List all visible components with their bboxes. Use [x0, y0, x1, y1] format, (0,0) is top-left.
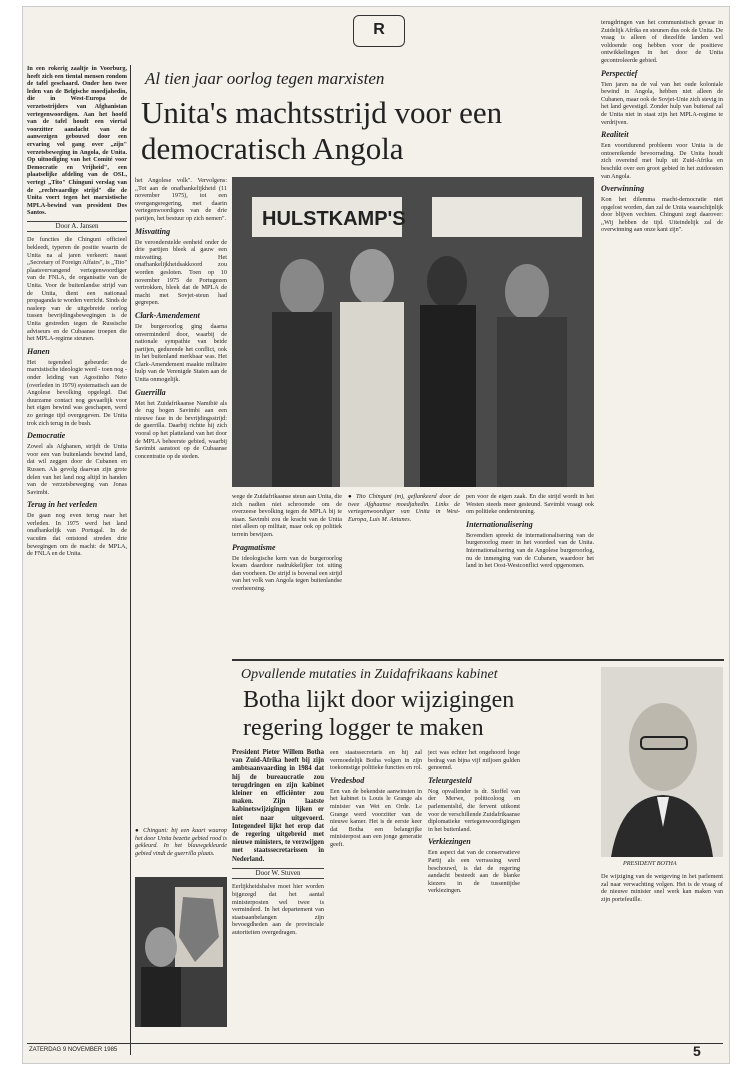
- teleurgesteld-text: Nog opvallender is dr. Stoffel van der Merwe, politicoloog en parlementslid, die fervent uitkomt voor de verschillende Zuidafrikaanse diplomatieke vertegenwoordigingen in het buitenland.: [428, 787, 520, 833]
- page-number: 5: [693, 1043, 701, 1059]
- botha-photo-caption: PRESIDENT BOTHA: [623, 860, 677, 867]
- clark-text: De burgeroorlog ging daarna onverminderd door, waarbij de nationale sympathie van beide partijen, gedurende het conflict, ook in het buitenland merkbaar was. Het Clark-Amendement maakte militaire hulp van de Verenigde Staten aan de Unita onmogelijk.: [135, 322, 227, 384]
- article2-column-1: [232, 749, 324, 1039]
- subhead-internationalisering: Internationalisering: [466, 519, 533, 529]
- article1-column-2: [135, 177, 227, 655]
- article1-left-text: De functies die Chinguni officieel bekleedt, typeren de positie waarin de Unita na al jaren verkeert: naast ,,Secretary of Foreign Affairs", is ,,Tito" plaatsvervangend vertegenwoordiger van de FNLA, de organisatie van de Unita. Voor de buitenlandse strijd van de Unita, dient een nationaal propaganda te worden verricht. Sinds de nasleep van de uitgebreide oorlog tussen bevrijdingsbewegingen is de Unita gestreden tegen de Russische adviseurs en de Cubaanse troepen die het MPLA-regime steunen.: [27, 236, 127, 343]
- article1-column-6: [601, 19, 723, 655]
- article2-col4-text: De wijziging van de wetgeving in het parlement zal naar verwachting volgen. Het is de vraag of de nieuwe minister snel werk kan maken van zijn portefeuille.: [601, 873, 723, 903]
- article2-col1-text: Eerlijkheidshalve moet hier worden bijgezegd dat het aantal ministerposten wel twee is verminderd. In het departement van staatsaanbelangen zijn bevoegdheden aan de provinciale autoriteiten overgedragen.: [232, 883, 324, 936]
- verkiezingen-text: Een aspect dat van de conservatieve Partij als een verrassing werd beschouwd, is dat de regering aandacht besteedt aan de blanke kiezers in de tussentijdse verkiezingen.: [428, 849, 520, 895]
- col4-text: pen voor de eigen zaak. En die strijd wordt in het Westen steeds meer gesteund. Savimbi vraagt ook om politieke ondersteuning.: [466, 493, 594, 516]
- photo-caption: ● Tito Chinguni (m), geflankeerd door de twee Afghaanse moedjahedin. Links de vertegenwoordiger van Unita in West-Europa, Luis M. Antunes.: [348, 493, 460, 523]
- column-divider: [130, 65, 131, 1055]
- hanen-text: Het tegendeel gebeurde: de marxistische ideologie werd - toen nog - onder leiding van Agostinho Neto (overleden in 1979) systematisch aan de Angolese bevolking opgelegd. Dat duurzame contact nog gevaarlijk voor het eigen bewind was geschapen, werd zo geringe tijd overgegeven. De Unita trok zich terug in de bush.: [27, 358, 127, 427]
- article1-column-1: [27, 65, 127, 1055]
- map-caption-text: ● Chinguni: bij een kaart waarop het door Unita bezette gebied rood is gekleurd. In het blauwgekleurde gebied vindt de guerrilla plaats.: [135, 827, 227, 857]
- article2-byline: Door W. Stuven: [232, 868, 324, 880]
- subhead-terug: Terug in het verleden: [27, 500, 98, 510]
- subhead-vredesbod: Vredesbod: [330, 775, 365, 785]
- map-photo-illustration: [135, 877, 227, 1027]
- photo-sign-text: HULSTKAMP'S: [262, 208, 406, 230]
- footer-date: ZATERDAG 9 NOVEMBER 1985: [29, 1047, 118, 1053]
- overwinning-text: Kon het dilemma macht-democratie niet opgelost worden, dan zal de Unita waarschijnlijk door blijven vechten. Chinguni zegt daarover: ,,Wij hebben de tijd. Uiteindelijk zal de overwinning aan onze kant zijn".: [601, 196, 723, 234]
- article1-intro: In een rokerig zaaltje in Voorburg, heeft zich een tiental mensen rondom de tafel geschaard. Onder hen twee leden van de Belgische moedjahedin, die in West-Europa de verzetsstrijders van Afghanistan vertegenwoordigen. Aan het hoofd van de tafel houdt een viertal voorzitter aandacht van de aanwezigen gebouwd door een ervaring vol gang over ,,zijn" verzetsbeweging in Angola, de Unita. Op uitnodiging van het Comité voor Democratie en Vrijheid", een plaatselijke afdeling van de OSL, vertegt ,,Tito" Chinguni verslag van de ,,rechtvaardige strijd" die de Unita voert tegen het marxistische MPLA-bewind van president Dos Santos.: [27, 65, 127, 217]
- subhead-teleurgesteld: Teleurgesteld: [428, 775, 472, 785]
- article1-byline: Door A. Jansen: [27, 221, 127, 233]
- misvatting-text: De veronderstelde eenheid onder de drie partijen bleek al gauw een misvatting. Het onafhankelijkheidsakkoord zou worden gesloten. Toen op 10 november 1975 de Portugezen vertrokken, bleek dat de MPLA de macht met Sovjet-steun had gegrepen.: [135, 238, 227, 307]
- botha-portrait-illustration: [601, 667, 723, 857]
- subhead-verkiezingen: Verkiezingen: [428, 837, 471, 847]
- map-caption: [135, 827, 227, 873]
- masthead-logo: R: [353, 15, 405, 47]
- map-photo: [135, 877, 227, 1027]
- terug-text: De gaan nog even terug naar het verleden. In 1975 werd het land onafhankelijk van Portugal. In de vacuüm dat ontstond streden drie bewegingen om de macht: de MPLA, de FNLA en de Unita.: [27, 512, 127, 558]
- article2-column-3: [428, 749, 520, 1039]
- headline-line-1: Unita's machtsstrijd voor een: [141, 95, 503, 130]
- botha-portrait-photo: [601, 667, 723, 857]
- subhead-guerrilla: Guerrilla: [135, 387, 166, 397]
- article2-column-2: [330, 749, 422, 1039]
- col5-text: terugdringen van het communistisch gevaar in Zuidelijk Afrika en steunen dus ook de Unita. De vraag is alleen of diezelfde landen wel voldoende oog hebben voor de positieve ontwikkelingen in het door de Unita gecontroleerde gebied.: [601, 19, 723, 64]
- perspectief-text: Tien jaren na de val van het oude koloniale bewind in Angola, hebben niet alleen de Cubanen, maar ook de Sovjet-Unie zich stevig in het land gevestigd. Zonder hulp van buitenaf zal de Unita niet in staat zijn het MPLA-regime te verdrijven.: [601, 80, 723, 126]
- article1-column-3: [232, 493, 342, 655]
- article2-lead: President Pieter Willem Botha van Zuid-Afrika heeft bij zijn ambtsaanvaarding in 1984 dat hij de bureaucratie zou terugdringen en zijn kabinet kleiner en efficiënter zou maken. Zijn laatste kabinetswijzigingen lijken er niet naar uitgevoerd. Integendeel lijkt het erop dat de regering uitgebreid met nieuwe ministers, te verzwijgen met staatssecretarissen in Nederland.: [232, 749, 324, 863]
- article2-headline: [243, 687, 623, 742]
- subhead-perspectief: Perspectief: [601, 68, 638, 78]
- col3-text: wege de Zuidafrikaanse steun aan Unita, die zich nadien niet schroomde om de overzeese bevolking tegen de MPLA bij te staan. Savimbi zou de kracht van de Unita niet alleen op militair, maar ook op politiek terrein bewijzen.: [232, 493, 342, 538]
- subhead-pragmatisme: Pragmatisme: [232, 542, 276, 552]
- unita-group-photo: [232, 177, 594, 487]
- article2-headline-line-2: regering logger te maken: [243, 714, 484, 741]
- internationalisering-text: Bovendien spreekt de internationalisering van de burgeroorlog meer in het voordeel van de Unita. Internationalisering van de Angolese burgeroorlog, nu de inmenging van de Cubanen, waardoor het land in het Oost-Westconflict werd opgenomen.: [466, 531, 594, 570]
- subhead-realiteit: Realiteit: [601, 130, 629, 140]
- realiteit-text: Een voortdurend probleem voor Unita is de ontoereikende bevoorrading. De Unita houdt zich overeind met hulp uit Zuid-Afrika en beschikt over een groot gebied in het zuidoosten van Angola.: [601, 142, 723, 180]
- guerrilla-text: Met het Zuidafrikaanse Namibië als de rug bogen Savimbi aan een nieuwe fase in de bevrijdingsstrijd: de guerrilla. Daarbij richtte hij zich vooral op het platteland van het door de MPLA beheerste gebied, waarbij Savimbi aanstoot op de Cubaanse concentratie op de steden.: [135, 399, 227, 460]
- subhead-hanen: Hanen: [27, 346, 50, 356]
- col2-top-text: het Angolese volk". Vervolgens: ,,Tot aan de onafhankelijkheid (11 november 1975), tot een overgangsregering, met daarin vertegenwoordigers van de drie partijen, het bestuur op zich nemen".: [135, 177, 227, 222]
- vredesbod-text: Een van de bekendste aanwinsten in het kabinet is Louis le Grange als minister van Wet en Orde. Le Grange werd voorzitter van de nieuwe kamer. Het is de eerste keer dat Botha een belangrijke ministerpost aan een jonge generatie geeft.: [330, 787, 422, 848]
- subhead-democratie: Democratie: [27, 431, 66, 441]
- subhead-clark: Clark-Amendement: [135, 310, 200, 320]
- newspaper-page: [22, 6, 730, 1064]
- article-divider: [232, 659, 724, 661]
- article2-col3-text: ject was echter het ongehoord hoge bedrag van bijna vijf miljoen gulden genoemd.: [428, 749, 520, 772]
- article2-column-4: [601, 873, 723, 1033]
- democratie-text: Zowel als Afghanen, strijdt de Unita voor een van buitenlands bewind land, dat wil zeggen door de Cubanen en Russen. Als gevolg daarvan zijn grote delen van het land nog altijd in handen van de verzetsbeweging van Jonas Savimbi.: [27, 443, 127, 496]
- article2-headline-line-1: Botha lijkt door wijzigingen: [243, 687, 515, 713]
- article1-kicker: Al tien jaar oorlog tegen marxisten: [145, 69, 385, 88]
- headline-line-2: democratisch Angola: [141, 130, 404, 166]
- subhead-misvatting: Misvatting: [135, 226, 171, 236]
- article2-kicker: Opvallende mutaties in Zuidafrikaans kabinet: [241, 667, 498, 682]
- footer-rule: [27, 1043, 723, 1044]
- article1-column-5: [466, 493, 594, 655]
- photo-illustration: [232, 177, 594, 487]
- subhead-overwinning: Overwinning: [601, 184, 645, 194]
- article1-column-4: [348, 493, 460, 655]
- pragmatisme-text: De ideologische kern van de burgeroorlog kwam daardoor nadrukkelijker tot uiting dan voorheen. De strijd is bovenal een strijd van het volk van Angola tegen buitenlandse overheersing.: [232, 554, 342, 592]
- article1-headline: [141, 95, 581, 166]
- article2-col2-text: een staatssecretaris en hij zal vermoedelijk Botha volgen in zijn toekomstige politieke functies en rol.: [330, 749, 422, 772]
